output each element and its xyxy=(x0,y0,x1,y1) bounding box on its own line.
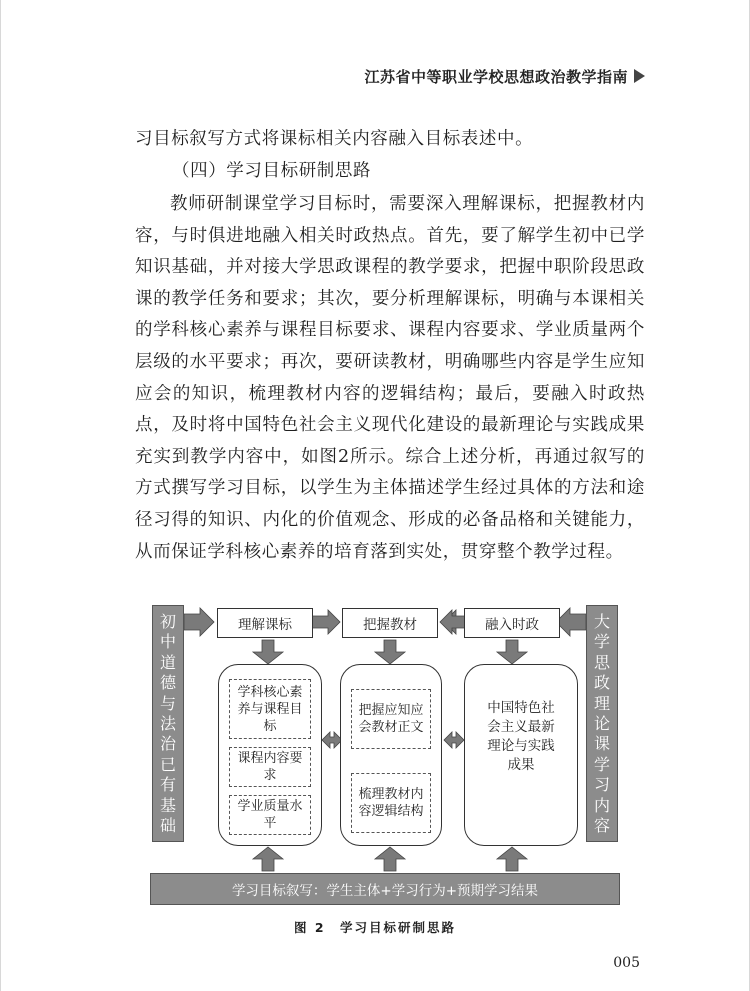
running-header-title: 江苏省中等职业学校思想政治教学指南 xyxy=(364,68,628,86)
col1-item-3: 学业质量水平 xyxy=(229,795,311,835)
arrow-up-col2 xyxy=(375,847,405,871)
arrow-down-col3 xyxy=(497,640,527,664)
left-side-bar-text: 初中道德与法治已有基础 xyxy=(159,612,176,836)
arrow-up-col1 xyxy=(253,847,283,871)
col2-container xyxy=(340,664,442,846)
bottom-summary-bar: 学习目标叙写：学生主体+学习行为+预期学习结果 xyxy=(150,873,620,905)
arrow-down-col2 xyxy=(375,640,405,664)
col3-container xyxy=(464,664,578,846)
arrow-col1-to-col2 xyxy=(312,610,340,634)
double-arrow-col2-col3 xyxy=(444,732,464,748)
header-triangle-icon xyxy=(634,69,645,83)
col1-item-2: 课程内容要求 xyxy=(229,747,311,787)
col1-container xyxy=(218,664,322,846)
section-subheading: （四）学习目标研制思路 xyxy=(172,161,372,181)
paragraph-continuation: 习目标叙写方式将课标相关内容融入目标表述中。 xyxy=(135,129,534,149)
double-arrow-col1-col2 xyxy=(322,732,342,748)
col1-item-1: 学科核心素养与课程目标 xyxy=(229,679,311,739)
col2-item-2: 梳理教材内容逻辑结构 xyxy=(351,773,431,833)
arrow-up-col3 xyxy=(497,847,527,871)
col1-title-box: 理解课标 xyxy=(217,608,313,638)
figure-diagram xyxy=(150,600,620,920)
arrow-left-to-col1 xyxy=(184,608,214,636)
arrow-down-col1 xyxy=(253,640,283,664)
figure-caption: 图 2 学习目标研制思路 xyxy=(293,920,457,935)
page-number: 005 xyxy=(613,955,640,971)
arrow-right-to-col3 xyxy=(556,608,586,636)
right-side-bar-text: 大学思政理论课学习内容 xyxy=(593,612,610,836)
right-side-bar xyxy=(586,605,618,842)
col2-title-box: 把握教材 xyxy=(342,608,438,638)
paragraph-main: 教师研制课堂学习目标时，需要深入理解课标，把握教材内容，与时俱进地融入相关时政热点。首先，要了解学生初中已学知识基础，并对接大学思政课程的教学要求，把握中职阶段思政课的教学任务和要求；其次，要分析理解课标，明确与本课相关的学科核心素养与课程目标要求、课程内容要求、学业质量两个层级的水平要求；再次，要研读教材，明确哪些内容是学生应知应会的知识，梳理教材内容的逻辑结构；最后，要融入时政热点，及时将中国特色社会主义现代化建设的最新理论与实践成果充实到教学内容中，如图2所示。综合上述分析，再通过叙写的方式撰写学习目标，以学生为主体描述学生经过具体的方法和途径习得的知识、内化的价值观念、形成的必备品格和关键能力，从而保证学科核心素养的培育落到实处，贯穿整个教学过程。 xyxy=(135,194,645,562)
col3-title-box: 融入时政 xyxy=(464,608,560,638)
col3-text: 中国特色社会主义最新理论与实践成果 xyxy=(487,700,555,773)
left-side-bar xyxy=(152,605,184,842)
col2-item-1: 把握应知应会教材正文 xyxy=(351,689,431,749)
